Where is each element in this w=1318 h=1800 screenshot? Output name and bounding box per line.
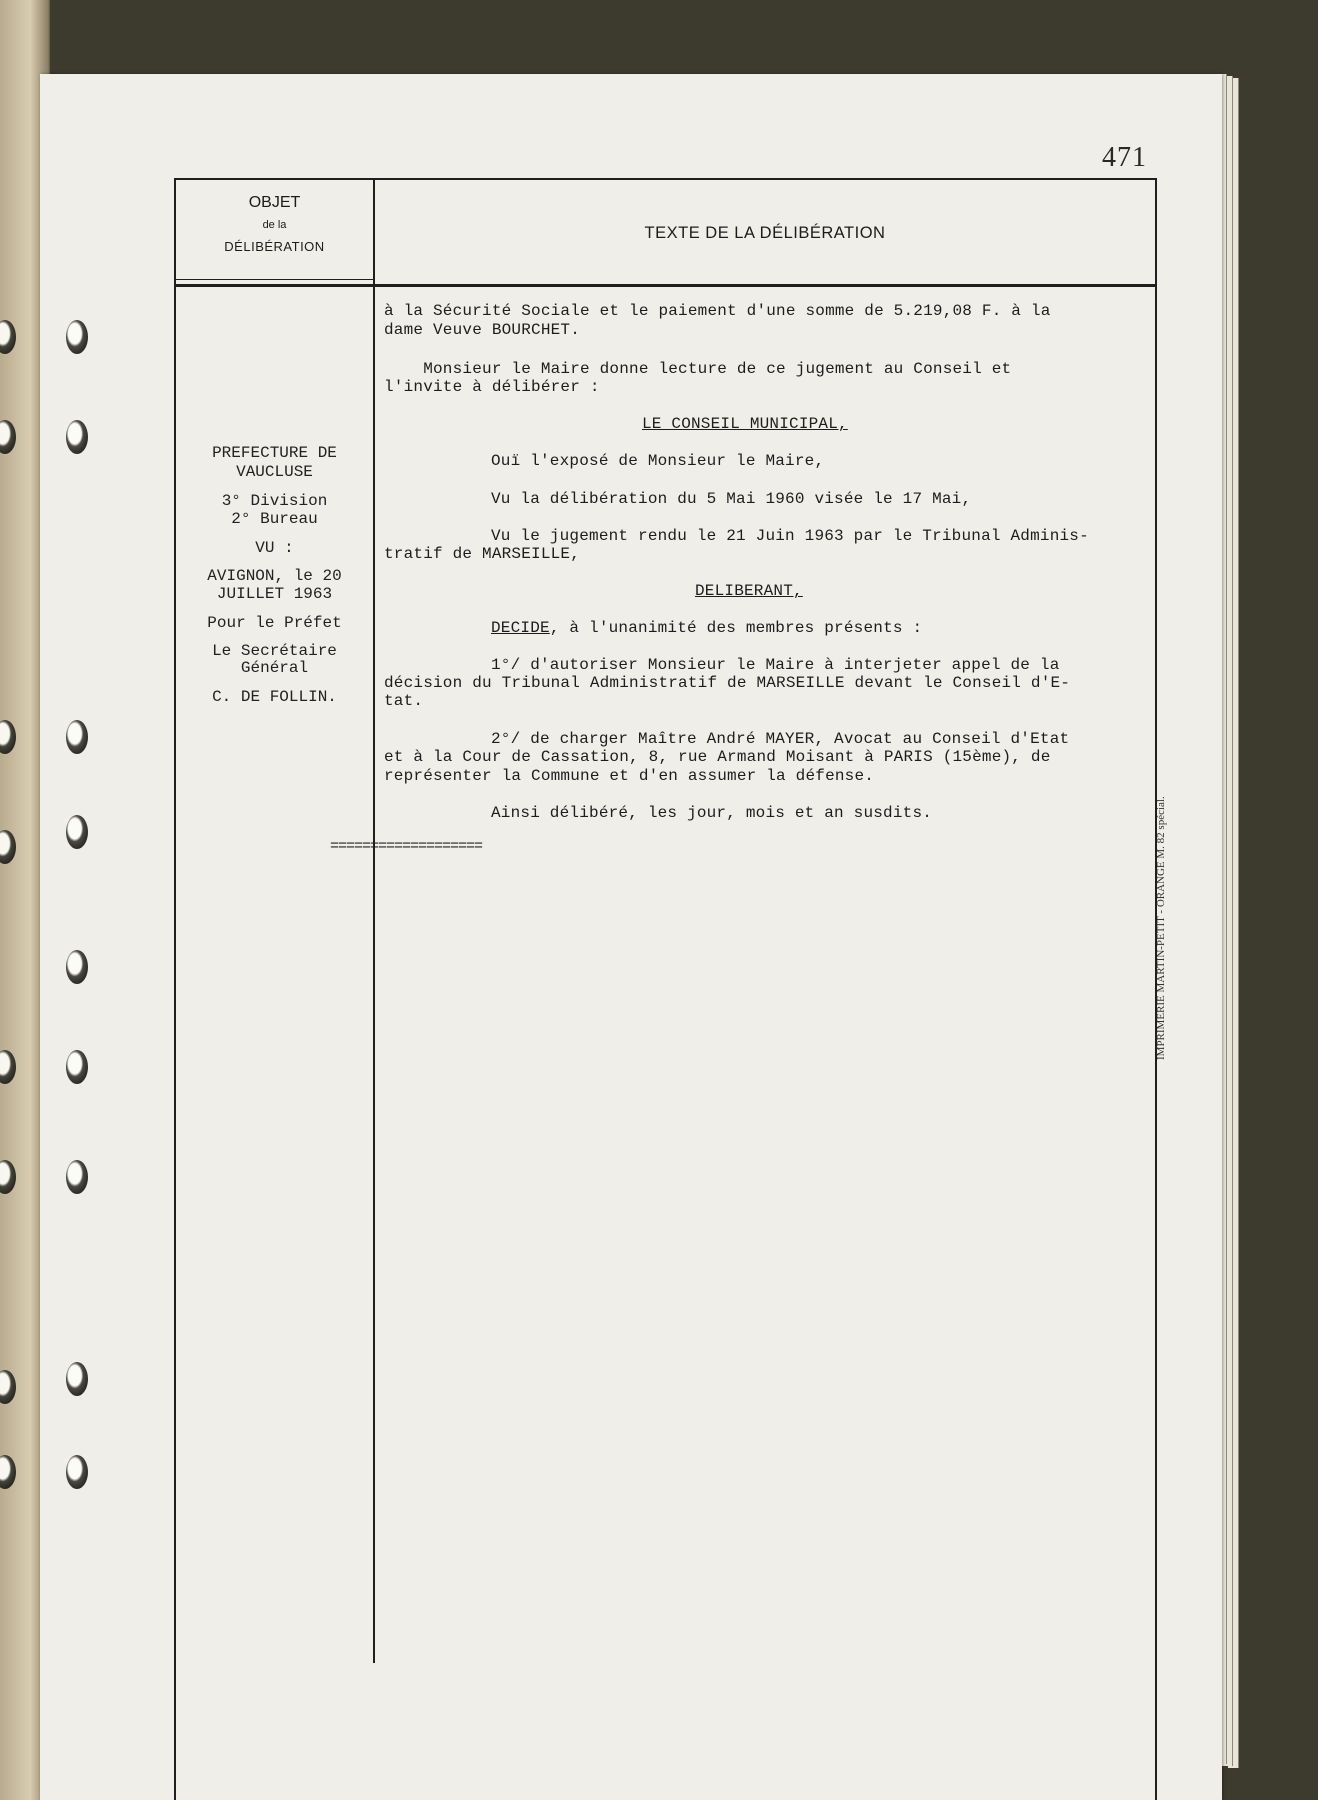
decide-rest: , à l'unanimité des membres présents :	[549, 619, 923, 637]
binder-ring	[66, 815, 88, 849]
bureau-line: 2° Bureau	[231, 510, 318, 528]
prefecture-line2: VAUCLUSE	[236, 463, 313, 481]
division-line: 3° Division	[221, 492, 328, 510]
separator-rule: ===================	[330, 838, 483, 855]
binder-ring	[66, 420, 88, 454]
vu-line: VU :	[255, 539, 294, 557]
body-line: l'invite à délibérer :	[384, 378, 600, 396]
objet-deliberation: DÉLIBÉRATION	[224, 239, 325, 254]
vu-jugement-line2: tratif de MARSEILLE,	[384, 545, 581, 563]
vu-jugement-line1: Vu le jugement rendu le 21 Juin 1963 par le Tribunal Adminis-	[491, 527, 1089, 545]
point1-line1: 1°/ d'autoriser Monsieur le Maire à interjeter appel de la	[491, 656, 1060, 674]
point2-line3: représenter la Commune et d'en assumer la défense.	[384, 767, 875, 785]
body-line: à la Sécurité Sociale et le paiement d'une somme de 5.219,08 F. à la	[384, 302, 1051, 320]
avignon-line2: JUILLET 1963	[216, 585, 333, 603]
binder-ring	[66, 1455, 88, 1489]
binder-ring	[66, 950, 88, 984]
objet-de-la: de la	[262, 219, 287, 231]
point2-line1: 2°/ de charger Maître André MAYER, Avocat au Conseil d'Etat	[491, 730, 1070, 748]
point2-line2: et à la Cour de Cassation, 8, rue Armand Moisant à PARIS (15ème), de	[384, 748, 1051, 766]
binder-ring	[66, 320, 88, 354]
texte-header: TEXTE DE LA DÉLIBÉRATION	[644, 224, 886, 242]
conseil-heading: LE CONSEIL MUNICIPAL,	[642, 415, 848, 433]
secretaire-line2: Général	[240, 659, 309, 677]
header-rule	[174, 284, 1157, 287]
objet-header	[176, 194, 373, 256]
binder-ring	[66, 1362, 88, 1396]
signataire: C. DE FOLLIN.	[212, 688, 337, 706]
secretaire-line1: Le Secrétaire	[212, 642, 337, 660]
binder-ring	[66, 1160, 88, 1194]
binder-ring	[66, 720, 88, 754]
point1-line2: décision du Tribunal Administratif de MARSEILLE devant le Conseil d'E-	[384, 674, 1071, 692]
decide-word: DECIDE	[491, 619, 550, 637]
binder-ring	[66, 1050, 88, 1084]
vu-deliberation-line: Vu la délibération du 5 Mai 1960 visée le 17 Mai,	[491, 490, 972, 508]
column-divider	[373, 178, 375, 1663]
page-number: 471	[1102, 142, 1147, 173]
point1-line3: tat.	[384, 692, 424, 710]
avignon-line1: AVIGNON, le 20	[207, 567, 342, 585]
body-line: Monsieur le Maire donne lecture de ce jugement au Conseil et	[384, 360, 1012, 378]
deliberant-heading: DELIBERANT,	[695, 582, 803, 600]
decide-line	[491, 619, 922, 638]
oui-line: Ouï l'exposé de Monsieur le Maire,	[491, 452, 825, 470]
header-rule-thin	[174, 279, 373, 280]
body-line: dame Veuve BOURCHET.	[384, 321, 581, 339]
objet-title: OBJET	[248, 194, 301, 211]
printer-imprint: IMPRIMERIE MARTIN-PETIT - ORANGE M. 82 spécial.	[1155, 796, 1167, 1060]
prefecture-line1: PREFECTURE DE	[212, 444, 337, 462]
closing-line: Ainsi délibéré, les jour, mois et an susdits.	[491, 804, 933, 822]
pour-le-prefet: Pour le Préfet	[207, 614, 342, 632]
